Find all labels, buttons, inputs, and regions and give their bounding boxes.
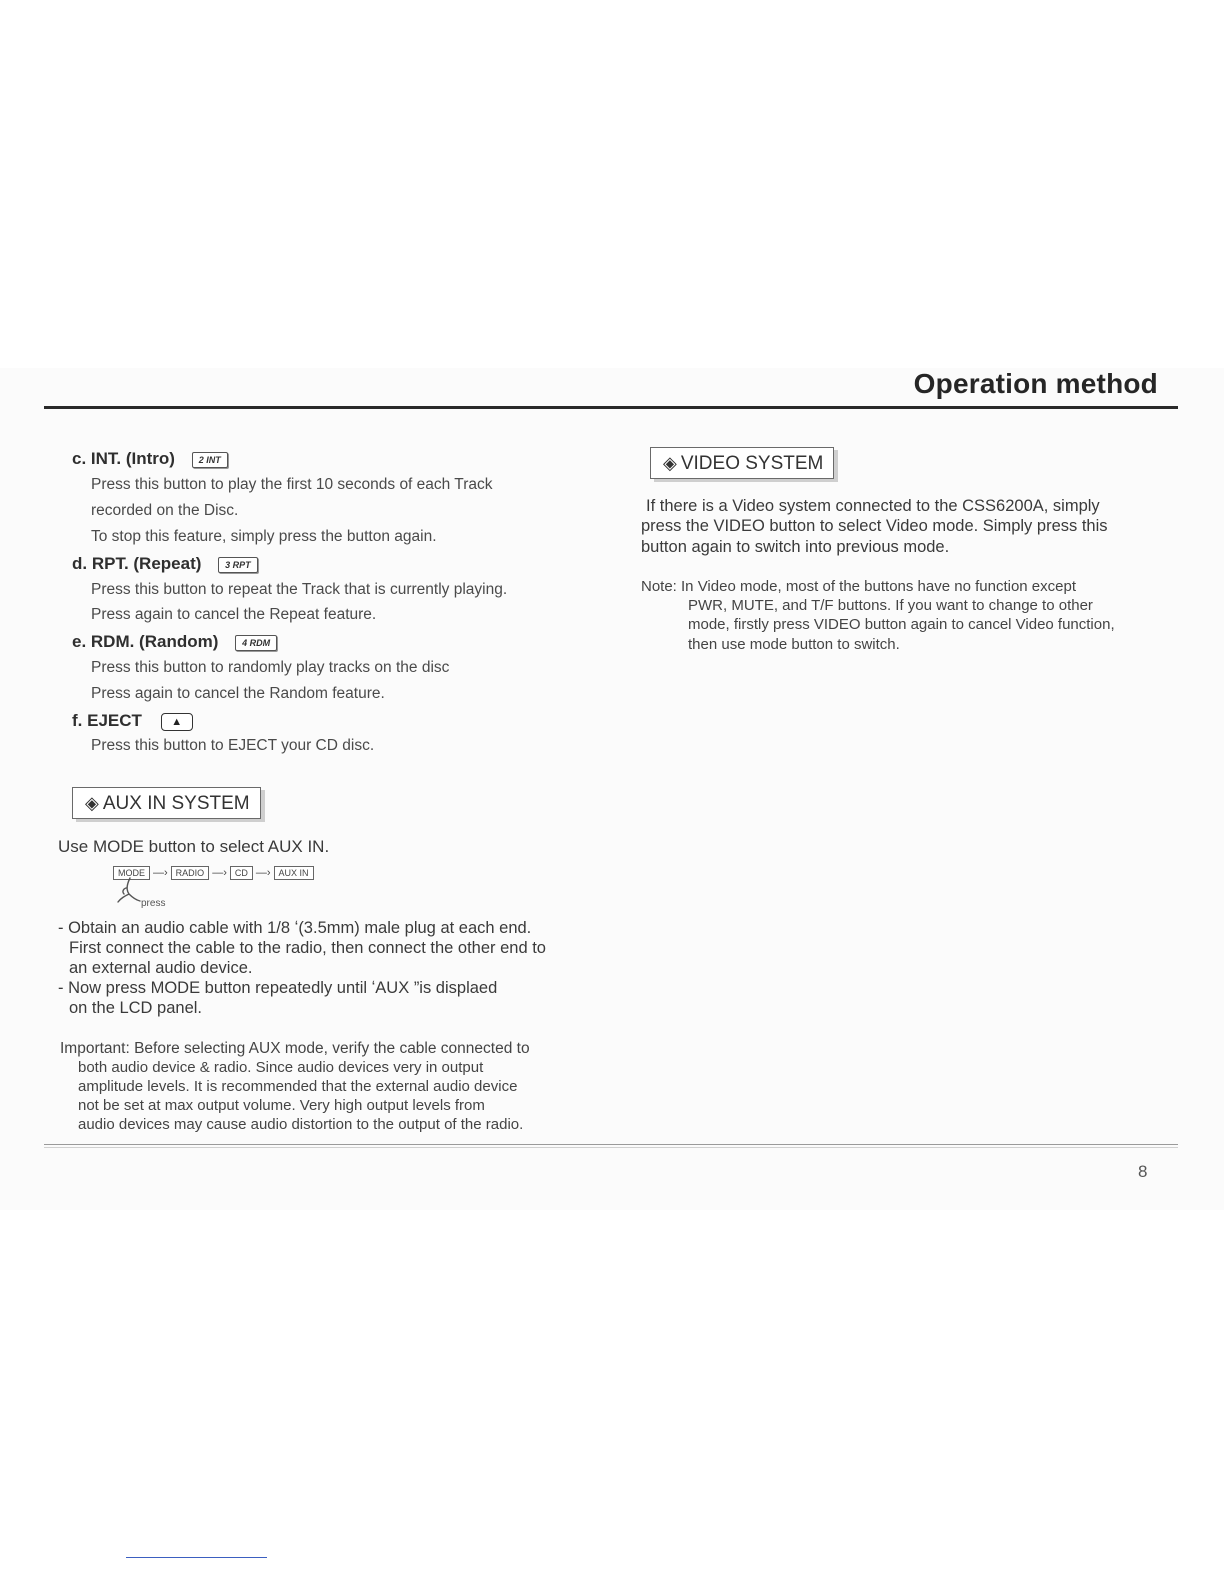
item-int-label: c. INT. (Intro) xyxy=(72,449,175,468)
important-line-2: both audio device & radio. Since audio devices very in output xyxy=(78,1059,484,1076)
item-rdm-title xyxy=(72,632,277,652)
video-note-line-2: PWR, MUTE, and T/F buttons. If you want to change to other xyxy=(688,597,1093,614)
important-line-3: amplitude levels. It is recommended that the external audio device xyxy=(78,1078,518,1095)
diamond-icon: ◈ xyxy=(663,453,677,473)
header-rule xyxy=(44,406,1178,409)
video-para-line-2: press the VIDEO button to select Video mode. Simply press this xyxy=(641,517,1108,535)
video-para-line-3: button again to switch into previous mode. xyxy=(641,538,950,556)
arrow-right-icon: —› xyxy=(153,867,168,879)
item-rpt-line-2: Press again to cancel the Repeat feature. xyxy=(91,606,377,623)
rpt-key-icon: 3 RPT xyxy=(218,557,258,573)
item-rpt-label: d. RPT. (Repeat) xyxy=(72,554,202,573)
aux-bullet-2-cont: on the LCD panel. xyxy=(69,999,203,1017)
item-eject-label: f. EJECT xyxy=(72,711,142,730)
aux-bullet-2: - Now press MODE button repeatedly until ʻAUX ”is displaed xyxy=(58,979,498,997)
diamond-icon: ◈ xyxy=(85,793,99,813)
item-int-title xyxy=(72,449,228,469)
video-note-line-1: Note: In Video mode, most of the buttons have no function except xyxy=(641,578,1076,595)
aux-bullet-1: - Obtain an audio cable with 1/8 ʻ(3.5mm) male plug at each end. xyxy=(58,919,532,937)
item-rdm-line-1: Press this button to randomly play tracks on the disc xyxy=(91,659,450,676)
item-rdm-line-2: Press again to cancel the Random feature. xyxy=(91,685,385,702)
link-underline xyxy=(126,1557,267,1558)
important-line-5: audio devices may cause audio distortion to the output of the radio. xyxy=(78,1116,524,1133)
item-int-line-1: Press this button to play the first 10 seconds of each Track xyxy=(91,476,493,493)
flow-cd-box: CD xyxy=(230,866,253,880)
video-para-line-1: If there is a Video system connected to the CSS6200A, simply xyxy=(646,497,1100,515)
rdm-key-icon: 4 RDM xyxy=(235,635,277,651)
video-section-heading xyxy=(650,447,834,479)
video-note-line-3: mode, firstly press VIDEO button again to cancel Video function, xyxy=(688,616,1115,633)
press-label: press xyxy=(141,898,166,909)
important-line-4: not be set at max output volume. Very high output levels from xyxy=(78,1097,485,1114)
aux-section-heading xyxy=(72,787,261,819)
aux-bullet-1-cont-2: an external audio device. xyxy=(69,959,253,977)
flow-radio-box: RADIO xyxy=(171,866,210,880)
footer-rule xyxy=(44,1144,1178,1148)
important-line-1: Important: Before selecting AUX mode, verify the cable connected to xyxy=(60,1040,530,1057)
item-rpt-title xyxy=(72,554,258,574)
item-eject-title xyxy=(72,711,193,731)
item-rpt-line-1: Press this button to repeat the Track that is currently playing. xyxy=(91,581,508,598)
aux-intro: Use MODE button to select AUX IN. xyxy=(58,837,330,856)
arrow-right-icon: —› xyxy=(255,867,271,879)
aux-bullet-1-cont-1: First connect the cable to the radio, then connect the other end to xyxy=(69,939,546,957)
video-heading-label: VIDEO SYSTEM xyxy=(680,453,824,474)
page-title: Operation method xyxy=(913,368,1158,399)
int-key-icon: 2 INT xyxy=(192,452,228,468)
eject-key-icon: ▲ xyxy=(161,713,193,731)
video-note-line-4: then use mode button to switch. xyxy=(688,636,900,653)
item-rdm-label: e. RDM. (Random) xyxy=(72,632,219,651)
aux-heading-label: AUX IN SYSTEM xyxy=(102,793,250,814)
item-int-line-3: To stop this feature, simply press the button again. xyxy=(91,528,437,545)
item-int-line-2: recorded on the Disc. xyxy=(91,502,239,519)
item-eject-line-1: Press this button to EJECT your CD disc. xyxy=(91,737,375,754)
flow-mode-box: MODE xyxy=(113,866,150,880)
arrow-right-icon: —› xyxy=(212,867,227,879)
page-number: 8 xyxy=(1138,1162,1148,1181)
flow-auxin-box: AUX IN xyxy=(274,866,314,880)
